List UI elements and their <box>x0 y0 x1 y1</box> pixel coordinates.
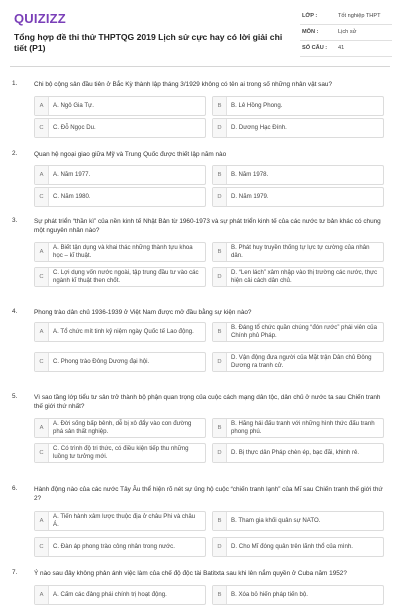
option-c[interactable] <box>34 267 206 287</box>
option-letter: C <box>35 119 49 137</box>
option-letter: C <box>35 538 49 556</box>
quizizz-logo: QUIZIZZ <box>14 11 66 26</box>
option-letter: C <box>35 444 49 462</box>
option-letter: A <box>35 512 49 530</box>
header-divider <box>10 66 390 67</box>
question-number: 6. <box>12 485 18 492</box>
question-number: 7. <box>12 569 18 576</box>
question-text: Vì sao tầng lớp tiểu tư sản trở thành bộ phận quan trọng của cuộc cách mạng dân tộc, dân chủ ở nước ta sau Chiến tranh thế giới thứ nhất? <box>34 394 381 410</box>
option-text: A. Biết tận dụng và khai thác những thành tựu khoa học – kĩ thuật. <box>53 244 193 259</box>
option-text: B. Hăng hái đấu tranh với những hình thức đấu tranh phong phú. <box>231 420 375 435</box>
meta-key: SỐ CÂU : <box>302 45 328 51</box>
option-a[interactable] <box>34 165 206 185</box>
option-letter: C <box>35 188 49 206</box>
question-number: 2. <box>12 150 18 157</box>
option-text: D. Năm 1979. <box>231 193 269 200</box>
option-letter: D <box>213 119 227 137</box>
question-number: 4. <box>12 308 18 315</box>
option-b[interactable] <box>212 242 384 262</box>
option-text: B. Tham gia khối quân sự NATO. <box>231 517 321 524</box>
option-d[interactable] <box>212 352 384 372</box>
option-text: C. Đàn áp phong trào công nhân trong nước. <box>53 543 175 550</box>
option-letter: B <box>213 419 227 437</box>
option-text: A. Ngô Gia Tự. <box>53 102 94 109</box>
option-text: A. Cấm các đảng phái chính trị hoạt động. <box>53 591 167 598</box>
option-letter: B <box>213 323 227 341</box>
question-text: Quan hệ ngoại giao giữa Mỹ và Trung Quốc được thiết lập năm nào <box>34 151 227 158</box>
option-b[interactable] <box>212 322 384 342</box>
option-text: D. Dương Hạc Đính. <box>231 124 287 131</box>
option-letter: C <box>35 268 49 286</box>
option-text: D. Vận động đưa người của Mặt trận Dân chủ Đông Dương ra tranh cử. <box>231 354 372 369</box>
option-letter: B <box>213 586 227 604</box>
option-text: B. Phát huy truyền thống tự lực tự cường của nhân dân. <box>231 244 370 259</box>
question-text: Ý nào sau đây không phản ánh việc làm của chế độ độc tài Batitxta sau khi lên nắm quyền ở Cuba năm 1952? <box>34 570 347 577</box>
option-d[interactable] <box>212 187 384 207</box>
option-a[interactable] <box>34 511 206 531</box>
question-text: Chi bộ cộng sản đầu tiên ở Bắc Kỳ thành lập tháng 3/1929 không có tên ai trong số những nhân vật sau? <box>34 81 333 88</box>
meta-value: 41 <box>338 45 345 51</box>
worksheet-title: Tổng hợp đề thi thử THPTQG 2019 Lịch sử cực hay có lời giải chi tiết (P1) <box>14 32 283 53</box>
option-c[interactable] <box>34 443 206 463</box>
option-b[interactable] <box>212 511 384 531</box>
option-text: C. Có trình độ tri thức, có điều kiện tiếp thu những luồng tư tưởng mới. <box>53 445 189 460</box>
option-d[interactable] <box>212 443 384 463</box>
question-number: 1. <box>12 80 18 87</box>
option-text: D. Bị thực dân Pháp chèn ép, bạc đãi, khinh rẻ. <box>231 449 360 456</box>
option-a[interactable] <box>34 418 206 438</box>
worksheet-header <box>0 0 400 64</box>
question-text: Hành động nào của các nước Tây Âu thể hiện rõ nét sự ủng hộ cuộc “chiến tranh lạnh” của Mĩ sau Chiến tranh thế giới thứ 2? <box>34 486 383 502</box>
option-c[interactable] <box>34 187 206 207</box>
meta-row-class <box>300 9 392 25</box>
meta-value: Tốt nghiệp THPT <box>338 13 381 19</box>
option-d[interactable] <box>212 267 384 287</box>
option-text: A. Tiến hành xâm lược thuộc địa ở châu Phi và châu Á. <box>53 513 196 528</box>
option-letter: A <box>35 166 49 184</box>
option-text: A. Đời sống bấp bênh, dễ bị xô đẩy vào con đường phá sản thất nghiệp. <box>53 420 192 435</box>
option-letter: B <box>213 166 227 184</box>
question-number: 3. <box>12 217 18 224</box>
option-a[interactable] <box>34 242 206 262</box>
option-letter: B <box>213 512 227 530</box>
question-number: 5. <box>12 393 18 400</box>
option-letter: B <box>213 243 227 261</box>
option-text: C. Năm 1980. <box>53 193 91 200</box>
meta-value: Lịch sử <box>338 29 357 35</box>
question-text: Sự phát triển “thần kì” của nền kinh tế Nhật Bản từ 1960-1973 và sự phát triển kinh tế của các nước tư bản khác có chung một nguyên nhân nào? <box>34 218 381 234</box>
meta-key: MÔN : <box>302 29 319 35</box>
option-text: A. Năm 1977. <box>53 171 91 178</box>
option-text: D. “Len lách” xâm nhập vào thị trường các nước, thực hiện cải cách dân chủ. <box>231 269 378 284</box>
meta-row-subject <box>300 25 392 41</box>
option-letter: A <box>35 586 49 604</box>
option-c[interactable] <box>34 118 206 138</box>
meta-table <box>300 9 392 57</box>
option-d[interactable] <box>212 537 384 557</box>
option-a[interactable] <box>34 96 206 116</box>
option-letter: D <box>213 188 227 206</box>
option-letter: C <box>35 353 49 371</box>
option-b[interactable] <box>212 165 384 185</box>
option-text: B. Năm 1978. <box>231 171 269 178</box>
option-letter: D <box>213 268 227 286</box>
option-text: D. Cho Mĩ đóng quân trên lãnh thổ của mình. <box>231 543 353 550</box>
option-letter: D <box>213 353 227 371</box>
option-text: B. Xóa bỏ hiến pháp tiến bộ. <box>231 591 308 598</box>
option-letter: A <box>35 97 49 115</box>
option-a[interactable] <box>34 322 206 342</box>
option-text: C. Phong trào Đông Dương đại hội. <box>53 358 150 365</box>
option-letter: D <box>213 538 227 556</box>
meta-key: LỚP : <box>302 13 318 19</box>
option-letter: A <box>35 419 49 437</box>
option-c[interactable] <box>34 352 206 372</box>
meta-row-count <box>300 41 392 57</box>
option-text: A. Tổ chức mít tinh kỷ niệm ngày Quốc tế Lao động. <box>53 328 194 335</box>
option-text: B. Lê Hồng Phong. <box>231 102 283 109</box>
option-c[interactable] <box>34 537 206 557</box>
option-letter: A <box>35 243 49 261</box>
option-a[interactable] <box>34 585 206 605</box>
option-b[interactable] <box>212 585 384 605</box>
option-text: B. Đáng tổ chức quần chúng “đón rước” phái viên của Chính phủ Pháp. <box>231 324 377 339</box>
option-text: C. Lợi dụng vốn nước ngoài, tập trung đầu tư vào các ngành kĩ thuật then chốt. <box>53 269 199 284</box>
option-b[interactable] <box>212 418 384 438</box>
option-letter: B <box>213 97 227 115</box>
option-letter: D <box>213 444 227 462</box>
option-letter: A <box>35 323 49 341</box>
option-d[interactable] <box>212 118 384 138</box>
question-text: Phong trào dân chủ 1936-1939 ở Việt Nam được mở đầu bằng sự kiện nào? <box>34 309 252 316</box>
option-b[interactable] <box>212 96 384 116</box>
option-text: C. Đỗ Ngọc Du. <box>53 124 96 131</box>
